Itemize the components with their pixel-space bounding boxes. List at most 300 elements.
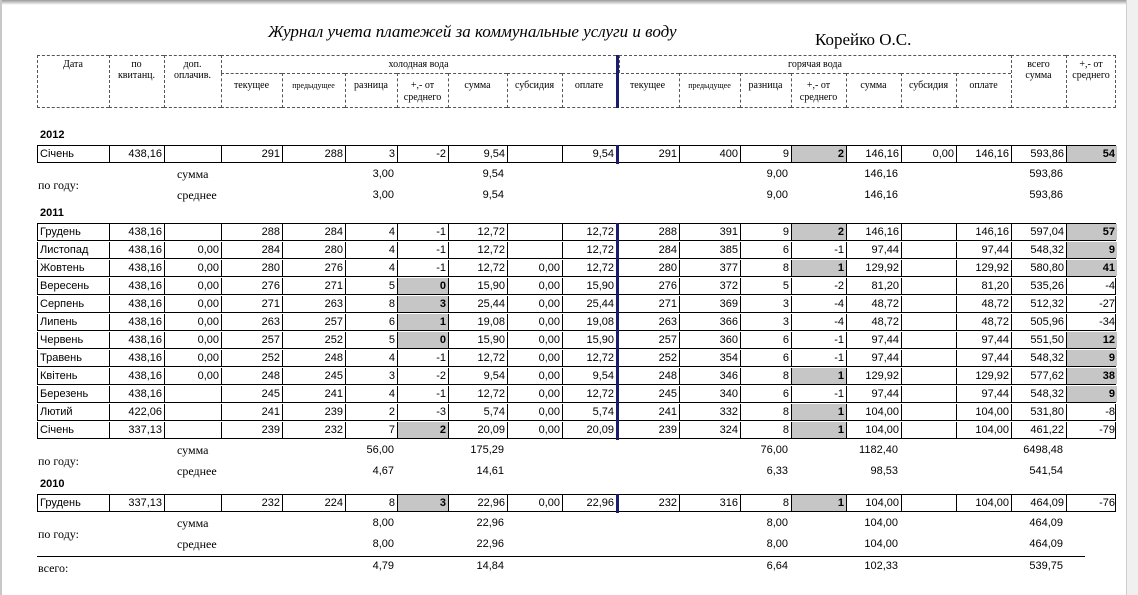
table-row — [37, 223, 1116, 241]
row-cell: 4 — [346, 242, 398, 258]
row-cell: 81,20 — [957, 278, 1012, 294]
summary-summa-2012-hot-diff: 9,00 — [766, 168, 788, 180]
row-cell: 438,16 — [110, 146, 165, 162]
row-cell — [902, 314, 957, 330]
row-cell: 252 — [222, 350, 283, 366]
row-cell: 104,00 — [957, 422, 1012, 438]
row-cell: 4 — [346, 386, 398, 402]
separator-bar — [616, 223, 619, 440]
grand-total-rule — [37, 556, 1085, 557]
grand-total-hot-diff: 6,64 — [766, 560, 788, 572]
row-cell: 6 — [741, 242, 792, 258]
row-cell: 5 — [741, 278, 792, 294]
row-cell: 577,62 — [1012, 368, 1067, 384]
table-row — [37, 368, 1116, 385]
table-row — [37, 350, 1116, 367]
summary-summa-2012-hot-sum: 146,16 — [864, 168, 898, 180]
row-cell: 12,72 — [449, 260, 508, 276]
row-cell: -8 — [1105, 406, 1115, 418]
summary-srednee-2012-hot-diff: 9,00 — [766, 189, 788, 201]
row-cell: 5 — [346, 332, 398, 348]
row-cell: -4 — [792, 314, 847, 330]
row-cell: 241 — [617, 404, 680, 420]
row-cell: 0,00 — [508, 422, 563, 438]
page-left-edge — [0, 0, 2, 595]
row-cell: 245 — [283, 368, 346, 384]
row-cell: 280 — [617, 260, 680, 276]
po-godu-label: по году: — [38, 454, 79, 468]
row-cell: 8 — [346, 495, 398, 511]
header-cold-ot-srednego-2: среднего — [403, 92, 442, 103]
header-vsego-summa: сумма — [1025, 70, 1052, 81]
row-cell: 9,54 — [563, 146, 617, 162]
row-cell: 3 — [741, 314, 792, 330]
row-cell: 6 — [741, 350, 792, 366]
row-cell: 81,20 — [847, 278, 902, 294]
row-cell: 0,00 — [508, 332, 563, 348]
row-cell: 316 — [680, 495, 741, 511]
row-cell: 232 — [283, 422, 346, 438]
row-cell: 1 — [792, 404, 847, 420]
row-cell: 248 — [283, 350, 346, 366]
row-cell: 438,16 — [110, 242, 165, 258]
summary-summa-2011-cold-sum: 175,29 — [470, 444, 504, 456]
summary-label-summa-2010: сумма — [177, 516, 209, 530]
header-cold-raznica: разница — [354, 80, 388, 91]
row-cell: 0,00 — [165, 314, 222, 330]
row-cell: 97,44 — [847, 350, 902, 366]
row-cell: 241 — [222, 404, 283, 420]
row-cell: -2 — [792, 278, 847, 294]
row-cell: 97,44 — [957, 350, 1012, 366]
row-cell: 3 — [398, 495, 449, 511]
row-cell: 288 — [283, 146, 346, 162]
row-cell: Вересень — [38, 278, 110, 294]
row-cell: -1 — [398, 224, 449, 240]
summary-srednee-2012-hot-sum: 146,16 — [864, 189, 898, 201]
row-cell: 252 — [617, 350, 680, 366]
header-cold-water: холодная вода — [388, 59, 449, 70]
row-cell: 0,00 — [508, 386, 563, 402]
header-hot-ot-srednego-2: среднего — [799, 92, 838, 103]
row-cell: 104,00 — [847, 422, 902, 438]
row-cell — [165, 224, 222, 240]
row-cell — [902, 224, 957, 240]
row-cell: 512,32 — [1012, 296, 1067, 312]
row-cell: 284 — [617, 242, 680, 258]
row-cell — [165, 146, 222, 162]
separator-bar — [616, 55, 619, 108]
row-cell: Липень — [38, 314, 110, 330]
header-po: по — [131, 59, 142, 70]
header-hot-oplate: оплате — [969, 80, 998, 91]
row-cell: 104,00 — [847, 404, 902, 420]
summary-summa-2012-cold-diff: 3,00 — [372, 168, 394, 180]
row-cell: 9 — [1067, 242, 1117, 258]
row-cell: 1 — [792, 495, 847, 511]
po-godu-label: по году: — [38, 178, 79, 192]
grand-total-label: всего: — [38, 561, 69, 575]
row-cell: Січень — [38, 422, 110, 438]
summary-srednee-2011-cold-diff: 4,67 — [372, 465, 394, 477]
row-cell: 337,13 — [110, 495, 165, 511]
row-cell: 288 — [222, 224, 283, 240]
row-cell: 0,00 — [508, 404, 563, 420]
report-title: Журнал учета платежей за коммунальные услуги и воду — [268, 22, 677, 41]
row-cell: -1 — [792, 242, 847, 258]
row-cell: 2 — [792, 224, 847, 240]
row-cell: 48,72 — [957, 314, 1012, 330]
row-cell: 340 — [680, 386, 741, 402]
summary-summa-2010-cold-diff: 8,00 — [372, 517, 394, 529]
row-cell: 0 — [398, 332, 449, 348]
row-cell: -79 — [1099, 424, 1115, 436]
summary-srednee-2010-hot-sum: 104,00 — [864, 538, 898, 550]
row-cell: 548,32 — [1012, 386, 1067, 402]
row-cell: 7 — [346, 422, 398, 438]
row-cell: 280 — [283, 242, 346, 258]
row-cell: 531,80 — [1012, 404, 1067, 420]
row-cell — [165, 404, 222, 420]
summary-label-summa-2011: сумма — [177, 443, 209, 457]
header-oplachiv: оплачив. — [174, 70, 211, 81]
row-cell — [165, 495, 222, 511]
row-cell: 377 — [680, 260, 741, 276]
row-cell: 8 — [741, 260, 792, 276]
row-cell: 8 — [741, 368, 792, 384]
row-cell: 12,72 — [563, 260, 617, 276]
row-cell: 1 — [792, 368, 847, 384]
row-cell: 5,74 — [563, 404, 617, 420]
row-cell: 239 — [617, 422, 680, 438]
row-cell: 284 — [222, 242, 283, 258]
header-dop: доп. — [183, 59, 202, 70]
row-cell: 0,00 — [165, 260, 222, 276]
summary-summa-2011-total: 6498,48 — [1023, 444, 1063, 456]
row-cell: 38 — [1067, 368, 1117, 384]
row-cell: 25,44 — [449, 296, 508, 312]
row-cell: 257 — [617, 332, 680, 348]
row-cell: 8 — [346, 296, 398, 312]
header-hot-raznica: разница — [748, 80, 783, 91]
row-cell: 369 — [680, 296, 741, 312]
row-cell: -1 — [792, 332, 847, 348]
row-cell: 12,72 — [563, 224, 617, 240]
separator-bar — [616, 494, 619, 513]
header-hot-water: горячая вода — [788, 59, 842, 70]
row-cell: Лютий — [38, 404, 110, 420]
row-cell: 12,72 — [449, 224, 508, 240]
row-cell: 6 — [741, 386, 792, 402]
row-cell: 4 — [346, 224, 398, 240]
row-cell: 0,00 — [165, 350, 222, 366]
header-date: Дата — [63, 59, 83, 70]
row-cell: 104,00 — [957, 404, 1012, 420]
summary-summa-2011-cold-diff: 56,00 — [366, 444, 394, 456]
po-godu-label: по году: — [38, 527, 79, 541]
row-cell: 9 — [741, 224, 792, 240]
row-cell — [902, 332, 957, 348]
row-cell: 5 — [346, 278, 398, 294]
year-heading: 2011 — [40, 207, 64, 219]
row-cell: 346 — [680, 368, 741, 384]
row-cell: -2 — [398, 368, 449, 384]
row-cell: -1 — [398, 260, 449, 276]
row-cell: -3 — [398, 404, 449, 420]
row-cell: 12,72 — [563, 242, 617, 258]
row-cell — [902, 386, 957, 402]
row-cell: 1 — [792, 260, 847, 276]
row-cell — [508, 224, 563, 240]
row-cell: 97,44 — [957, 332, 1012, 348]
row-cell: 9,54 — [449, 146, 508, 162]
row-cell: 6 — [346, 314, 398, 330]
row-cell: 400 — [680, 146, 741, 162]
row-cell: 3 — [346, 368, 398, 384]
header-hot-ot-srednego-1: +,- от — [806, 80, 831, 91]
row-cell: 438,16 — [110, 386, 165, 402]
row-cell — [902, 296, 957, 312]
table-row — [37, 386, 1116, 403]
window-top-shadow — [0, 0, 1138, 5]
table-row — [37, 404, 1116, 421]
row-cell: 551,50 — [1012, 332, 1067, 348]
row-cell: 271 — [222, 296, 283, 312]
row-cell: Січень — [38, 146, 110, 162]
row-cell: 104,00 — [847, 495, 902, 511]
row-cell: -76 — [1099, 497, 1115, 509]
row-cell: -34 — [1099, 316, 1115, 328]
row-cell: 48,72 — [847, 296, 902, 312]
row-cell: 3 — [741, 296, 792, 312]
header-hot-tekushee: текущее — [629, 80, 666, 91]
header-cold-ot-srednego-1: +,- от — [410, 80, 435, 91]
row-cell: 232 — [617, 495, 680, 511]
summary-label-summa-2012: сумма — [177, 167, 209, 181]
row-cell: -1 — [398, 242, 449, 258]
row-cell: 548,32 — [1012, 350, 1067, 366]
row-cell: 15,90 — [449, 278, 508, 294]
row-cell: 354 — [680, 350, 741, 366]
row-cell: 263 — [222, 314, 283, 330]
year-heading: 2010 — [40, 478, 65, 490]
row-cell: 464,09 — [1012, 495, 1067, 511]
row-cell: Квітень — [38, 368, 110, 384]
summary-srednee-2011-hot-sum: 98,53 — [870, 465, 898, 477]
row-cell: 15,90 — [449, 332, 508, 348]
grand-total-cold-diff: 4,79 — [372, 560, 394, 572]
separator-bar — [616, 145, 619, 164]
row-cell: 0,00 — [165, 332, 222, 348]
row-cell: 9 — [1067, 350, 1117, 366]
row-cell: 241 — [283, 386, 346, 402]
row-cell: 438,16 — [110, 350, 165, 366]
row-cell: 0,00 — [508, 296, 563, 312]
row-cell: 146,16 — [957, 146, 1012, 162]
row-cell: 5,74 — [449, 404, 508, 420]
grand-total-cold-sum: 14,84 — [476, 560, 504, 572]
table-row — [37, 145, 1116, 163]
summary-srednee-2010-hot-diff: 8,00 — [766, 538, 788, 550]
row-cell: 146,16 — [957, 224, 1012, 240]
row-cell: 276 — [283, 260, 346, 276]
row-cell: 2 — [398, 422, 449, 438]
row-cell: 366 — [680, 314, 741, 330]
row-cell: Червень — [38, 332, 110, 348]
owner-name: Корейко О.С. — [815, 30, 912, 49]
header-cold-predydushee: предыдущее — [292, 81, 335, 90]
row-cell: 146,16 — [847, 224, 902, 240]
row-cell: 505,96 — [1012, 314, 1067, 330]
summary-summa-2012-cold-sum: 9,54 — [482, 168, 504, 180]
row-cell: Грудень — [38, 495, 110, 511]
row-cell: Жовтень — [38, 260, 110, 276]
header-cold-summa: сумма — [464, 80, 491, 91]
row-cell — [902, 495, 957, 511]
row-cell: 12 — [1067, 332, 1117, 348]
row-cell — [508, 242, 563, 258]
row-cell: 3 — [398, 296, 449, 312]
row-cell: Листопад — [38, 242, 110, 258]
row-cell: 104,00 — [957, 495, 1012, 511]
row-cell: 248 — [617, 368, 680, 384]
row-cell: 276 — [617, 278, 680, 294]
row-cell: 25,44 — [563, 296, 617, 312]
row-cell: 129,92 — [847, 260, 902, 276]
row-cell: 8 — [741, 495, 792, 511]
row-cell: 257 — [283, 314, 346, 330]
row-cell: 324 — [680, 422, 741, 438]
row-cell — [902, 404, 957, 420]
row-cell — [165, 422, 222, 438]
row-cell: -1 — [398, 350, 449, 366]
summary-srednee-2012-cold-diff: 3,00 — [372, 189, 394, 201]
row-cell: 239 — [222, 422, 283, 438]
row-cell: 57 — [1067, 224, 1117, 240]
row-cell: 372 — [680, 278, 741, 294]
row-cell: 2 — [346, 404, 398, 420]
summary-srednee-2010-cold-diff: 8,00 — [372, 538, 394, 550]
row-cell: Серпень — [38, 296, 110, 312]
row-cell: 593,86 — [1012, 146, 1067, 162]
year-heading: 2012 — [40, 129, 65, 141]
row-cell: 438,16 — [110, 314, 165, 330]
summary-srednee-2010-total: 464,09 — [1029, 538, 1063, 550]
row-cell: 224 — [283, 495, 346, 511]
row-cell: 0,00 — [165, 368, 222, 384]
row-cell: 535,26 — [1012, 278, 1067, 294]
grand-total-total: 539,75 — [1029, 560, 1063, 572]
row-cell: 0,00 — [508, 314, 563, 330]
row-cell: 239 — [283, 404, 346, 420]
table-row — [37, 278, 1116, 295]
row-cell — [902, 260, 957, 276]
summary-srednee-2010-cold-sum: 22,96 — [476, 538, 504, 550]
row-cell — [902, 278, 957, 294]
row-cell: 4 — [346, 260, 398, 276]
row-cell: 4 — [346, 350, 398, 366]
row-cell: 385 — [680, 242, 741, 258]
header-total-dev-1: +,- от — [1079, 59, 1103, 70]
scrollbar-track[interactable] — [1126, 0, 1138, 595]
row-cell: 438,16 — [110, 224, 165, 240]
row-cell: 12,72 — [449, 242, 508, 258]
row-cell: Грудень — [38, 224, 110, 240]
row-cell: 284 — [283, 224, 346, 240]
header-hot-summa: сумма — [860, 80, 887, 91]
row-cell — [902, 422, 957, 438]
row-cell: 0,00 — [165, 278, 222, 294]
row-cell: 0 — [398, 278, 449, 294]
summary-srednee-2012-total: 593,86 — [1029, 189, 1063, 201]
row-cell: 3 — [346, 146, 398, 162]
row-cell: 252 — [283, 332, 346, 348]
row-cell: 438,16 — [110, 278, 165, 294]
header-vsego: всего — [1027, 59, 1050, 70]
grand-total-hot-sum: 102,33 — [864, 560, 898, 572]
row-cell: 12,72 — [449, 350, 508, 366]
table-row — [37, 296, 1116, 313]
row-cell: 580,80 — [1012, 260, 1067, 276]
row-cell: 360 — [680, 332, 741, 348]
row-cell: 22,96 — [449, 495, 508, 511]
row-cell: 0,00 — [508, 278, 563, 294]
row-cell: 22,96 — [563, 495, 617, 511]
header-cold-subsidiya: субсидия — [514, 80, 555, 91]
row-cell: 12,72 — [449, 386, 508, 402]
row-cell: 271 — [617, 296, 680, 312]
row-cell: -1 — [398, 386, 449, 402]
row-cell: 9,54 — [449, 368, 508, 384]
row-cell: 54 — [1067, 146, 1117, 162]
row-cell: 97,44 — [847, 332, 902, 348]
row-cell: 1 — [398, 314, 449, 330]
row-cell: 257 — [222, 332, 283, 348]
table-row — [37, 260, 1116, 277]
header-cold-tekushee: текущее — [233, 80, 270, 91]
row-cell: 12,72 — [563, 350, 617, 366]
row-cell: 337,13 — [110, 422, 165, 438]
row-cell: 391 — [680, 224, 741, 240]
row-cell: Травень — [38, 350, 110, 366]
header-hot-subsidiya: субсидия — [908, 80, 949, 91]
summary-summa-2011-hot-diff: 76,00 — [760, 444, 788, 456]
table-row — [37, 314, 1116, 331]
row-cell: -4 — [1105, 280, 1115, 292]
row-cell: 129,92 — [847, 368, 902, 384]
row-cell: 438,16 — [110, 332, 165, 348]
row-cell: 0,00 — [902, 146, 957, 162]
summary-summa-2010-hot-diff: 8,00 — [766, 517, 788, 529]
row-cell: -1 — [792, 350, 847, 366]
row-cell: 245 — [617, 386, 680, 402]
row-cell: -4 — [792, 296, 847, 312]
header-hot-predydushee: предыдущее — [688, 81, 731, 90]
row-cell: 438,16 — [110, 260, 165, 276]
row-cell: 276 — [222, 278, 283, 294]
summary-srednee-2012-cold-sum: 9,54 — [482, 189, 504, 201]
table-row — [37, 242, 1116, 259]
row-cell: 280 — [222, 260, 283, 276]
row-cell: 15,90 — [563, 278, 617, 294]
row-cell: 97,44 — [957, 386, 1012, 402]
row-cell: 263 — [283, 296, 346, 312]
row-cell: 248 — [222, 368, 283, 384]
row-cell: 9 — [741, 146, 792, 162]
row-cell: 291 — [617, 146, 680, 162]
row-cell: 597,04 — [1012, 224, 1067, 240]
row-cell: 15,90 — [563, 332, 617, 348]
